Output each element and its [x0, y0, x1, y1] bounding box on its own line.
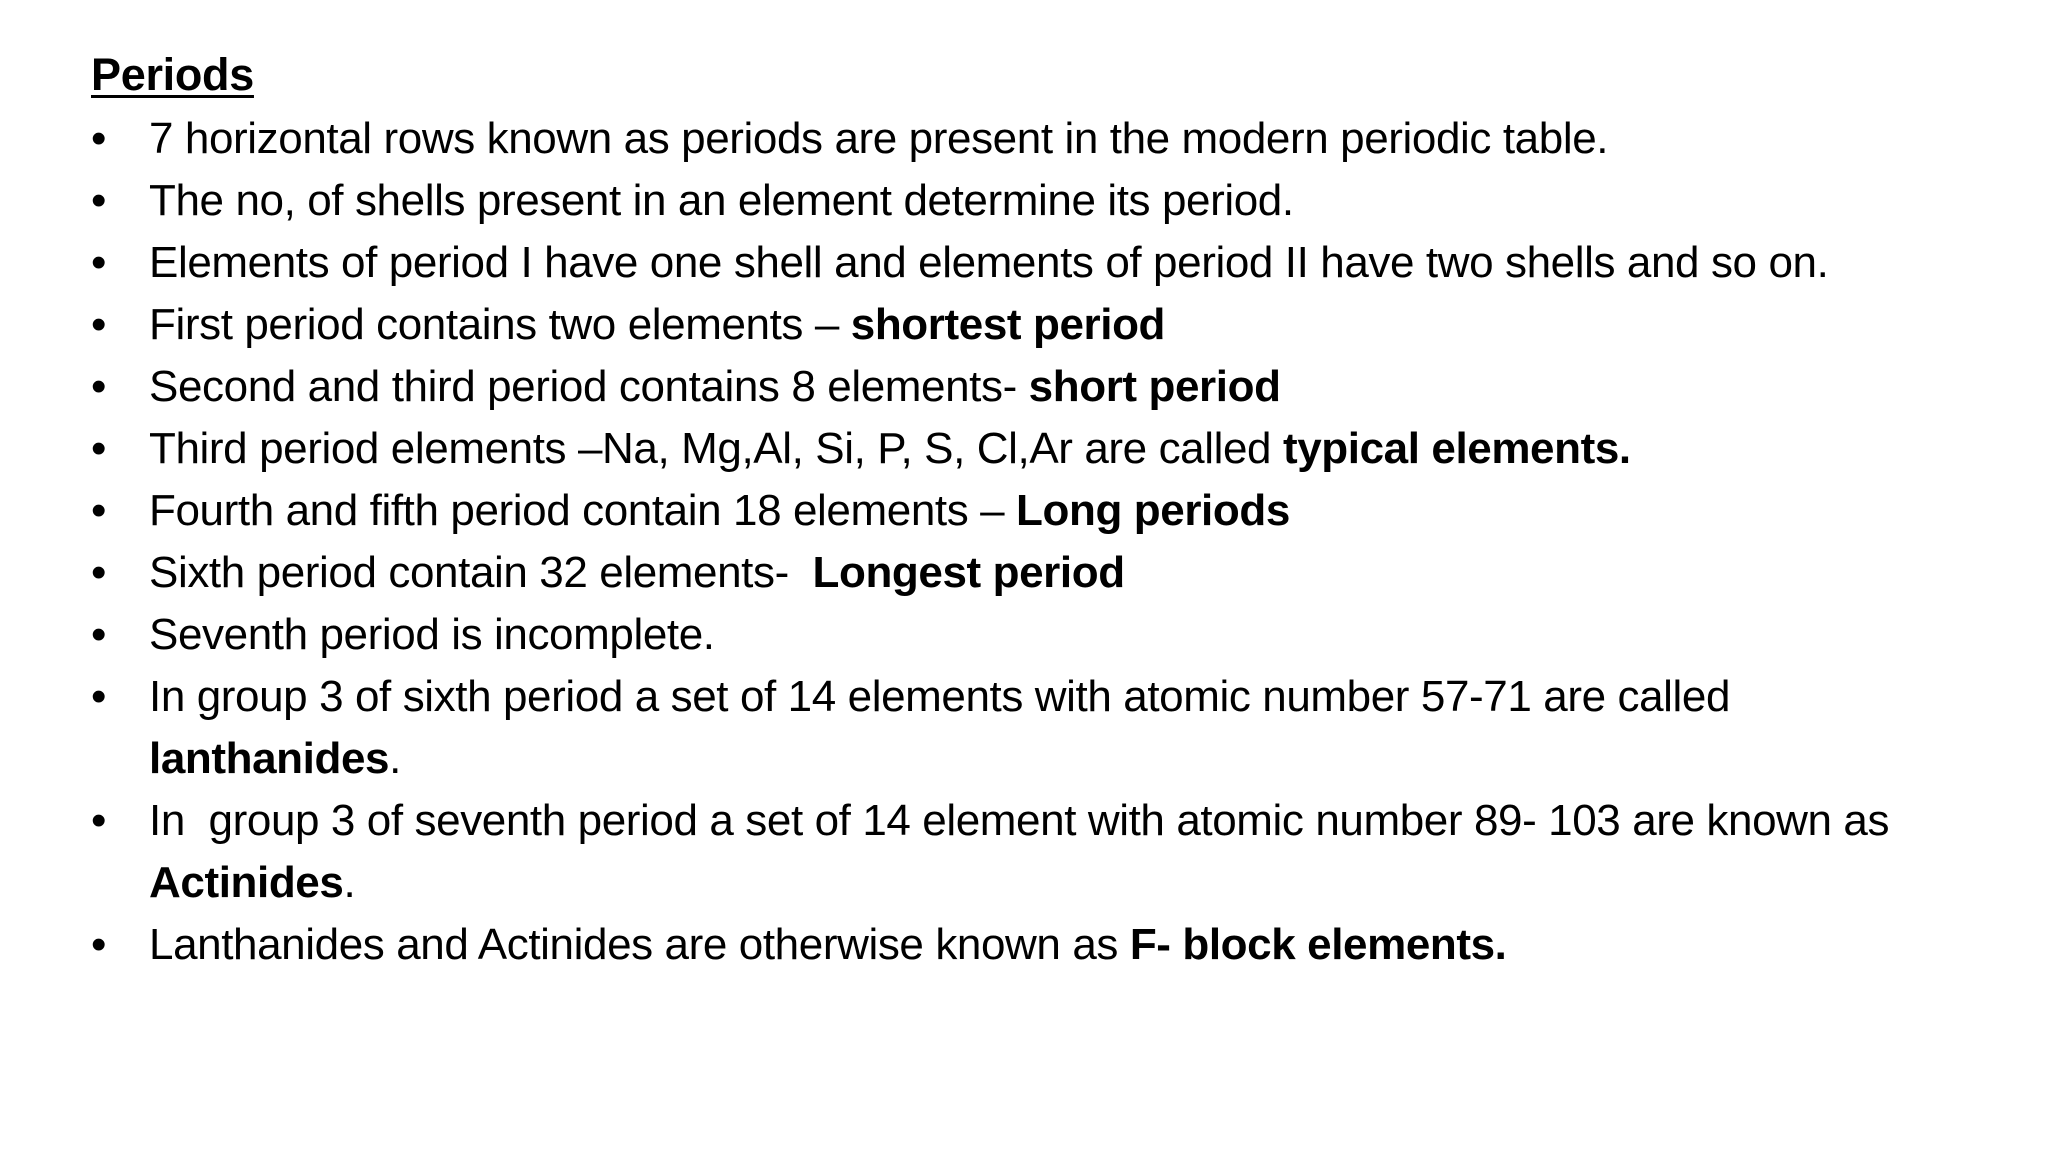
bullet-icon: • — [91, 548, 107, 597]
bullet-item-9 — [91, 604, 1991, 666]
bullet-icon: • — [91, 486, 107, 535]
bullet-text: In group 3 of seventh period a set of 14 element with atomic number 89- 103 are known as — [149, 796, 1901, 845]
bullet-text: Fourth and fifth period contain 18 elements – — [149, 486, 1017, 535]
bullet-bold-text: short period — [1028, 362, 1281, 411]
bullet-text: The no, of shells present in an element determine its period. — [149, 176, 1294, 225]
bullet-item-6 — [91, 418, 1991, 480]
bullet-icon: • — [91, 238, 107, 287]
bullet-icon: • — [91, 300, 107, 349]
bullet-icon: • — [91, 672, 107, 721]
bullet-bold-text: typical elements. — [1282, 424, 1631, 473]
bullet-trailing-text: . — [343, 858, 356, 907]
bullet-bold-text: Longest period — [812, 548, 1125, 597]
bullet-item-7 — [91, 480, 1991, 542]
bullet-trailing-text: . — [389, 734, 401, 783]
bullet-list — [91, 108, 1991, 976]
bullet-text: Elements of period I have one shell and elements of period II have two shells and so on. — [149, 238, 1829, 287]
bullet-icon: • — [91, 610, 107, 659]
bullet-item-2 — [91, 170, 1991, 232]
slide-title: Periods — [91, 49, 254, 100]
bullet-item-1 — [91, 108, 1991, 170]
bullet-text: Third period elements –Na, Mg,Al, Si, P, S, Cl,Ar are called — [149, 424, 1283, 473]
bullet-bold-text: F- block elements. — [1129, 920, 1507, 969]
bullet-text: Sixth period contain 32 elements- — [149, 548, 813, 597]
bullet-icon: • — [91, 114, 107, 163]
bullet-item-4 — [91, 294, 1991, 356]
bullet-text: First period contains two elements – — [149, 300, 851, 349]
bullet-bold-text: lanthanides — [149, 734, 390, 783]
bullet-text: Seventh period is incomplete. — [149, 610, 715, 659]
bullet-icon: • — [91, 424, 107, 473]
bullet-icon: • — [91, 362, 107, 411]
bullet-item-10 — [91, 666, 1991, 790]
bullet-item-12 — [91, 914, 1991, 976]
bullet-bold-text: Actinides — [149, 858, 344, 907]
bullet-bold-text: shortest period — [850, 300, 1166, 349]
bullet-icon: • — [91, 176, 107, 225]
bullet-icon: • — [91, 796, 107, 845]
bullet-text: In group 3 of sixth period a set of 14 elements with atomic number 57-71 are called — [149, 672, 1742, 721]
bullet-text: Second and third period contains 8 elements- — [149, 362, 1029, 411]
bullet-text: Lanthanides and Actinides are otherwise known as — [149, 920, 1130, 969]
bullet-item-8 — [91, 542, 1991, 604]
bullet-bold-text: Long periods — [1016, 486, 1290, 535]
bullet-text: 7 horizontal rows known as periods are present in the modern periodic table. — [149, 114, 1609, 163]
bullet-item-3 — [91, 232, 1991, 294]
bullet-item-11 — [91, 790, 1991, 914]
bullet-item-5 — [91, 356, 1991, 418]
bullet-icon: • — [91, 920, 107, 969]
